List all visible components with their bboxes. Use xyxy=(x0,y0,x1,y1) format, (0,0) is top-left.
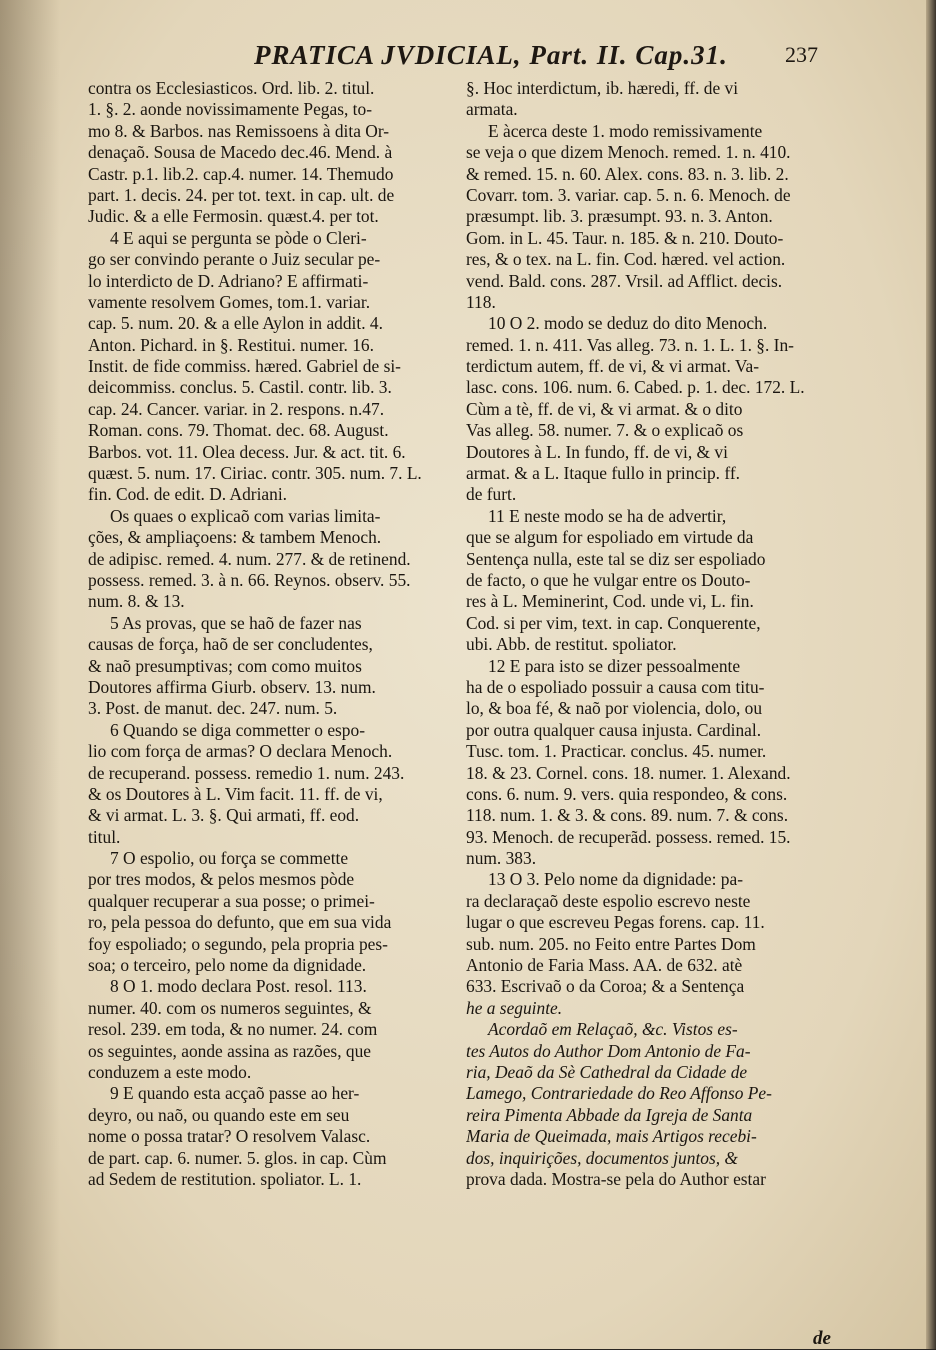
text-line: Barbos. vot. 11. Olea decess. Jur. & act. tit. 6. xyxy=(88,441,406,462)
page-number: 237 xyxy=(785,42,818,67)
text-line: 93. Menoch. de recuperãd. possess. remed. 15. xyxy=(466,826,791,847)
text-line: Vas alleg. 58. numer. 7. & o explicaõ os xyxy=(466,420,744,441)
gutter-shadow xyxy=(0,0,60,1349)
text-line: 5 As provas, que se haõ de fazer nas xyxy=(110,612,362,633)
text-line: 118. num. 1. & 3. & cons. 89. num. 7. & cons. xyxy=(466,805,789,826)
text-line: de adipisc. remed. 4. num. 277. & de retinend. xyxy=(88,548,411,569)
text-line: Antonio de Faria Mass. AA. de 632. atè xyxy=(466,955,743,976)
text-line: & vi armat. L. 3. §. Qui armati, ff. eod. xyxy=(88,805,360,826)
text-line: Os quaes o explicaõ com varias limita- xyxy=(110,505,381,526)
text-line: lio com força de armas? O declara Menoch. xyxy=(88,741,393,762)
text-line: lo interdicto de D. Adriano? E affirmati- xyxy=(88,270,369,291)
text-line: resol. 239. em toda, & no numer. 24. com xyxy=(88,1019,378,1040)
text-line: §. Hoc interdictum, ib. hæredi, ff. de vi xyxy=(466,78,739,98)
text-line: de recuperand. possess. remedio 1. num. 243. xyxy=(88,762,405,783)
text-line: Doutores à L. In fundo, ff. de vi, & vi xyxy=(466,441,728,462)
text-line: ria, Deaõ da Sè Cathedral da Cidade de xyxy=(466,1061,748,1082)
text-line: Gom. in L. 45. Taur. n. 185. & n. 210. Douto- xyxy=(466,227,784,248)
text-line: Tusc. tom. 1. Practicar. conclus. 45. numer. xyxy=(466,741,767,762)
text-line: de part. cap. 6. numer. 5. glos. in cap. Cùm xyxy=(88,1147,387,1168)
text-line: 9 E quando esta acçaõ passe ao her- xyxy=(110,1083,360,1104)
text-line: Anton. Pichard. in §. Restitui. numer. 16. xyxy=(88,334,374,355)
text-line: 633. Escrivaõ o da Coroa; & a Sentença xyxy=(466,976,745,997)
text-line: Lamego, Contrariedade do Reo Affonso Pe- xyxy=(466,1083,772,1104)
text-line: cap. 5. num. 20. & a elle Aylon in addit. 4. xyxy=(88,313,383,334)
text-line: de furt. xyxy=(466,484,517,505)
text-line: deicommiss. conclus. 5. Castil. contr. lib. 3. xyxy=(88,377,392,398)
text-line: go ser convindo perante o Juiz secular pe- xyxy=(88,249,381,270)
text-line: Cod. si per vim, text. in cap. Conquerente, xyxy=(466,612,761,633)
text-line: Judic. & a elle Fermosin. quæst.4. per tot. xyxy=(88,206,379,227)
text-line: & naõ presumptivas; com como muitos xyxy=(88,655,362,676)
text-line: numer. 40. com os numeros seguintes, & xyxy=(88,997,372,1018)
text-line: Roman. cons. 79. Thomat. dec. 68. August. xyxy=(88,420,389,441)
text-line: lugar o que escreveu Pegas forens. cap. 11. xyxy=(466,912,765,933)
text-line: 4 E aqui se pergunta se pòde o Cleri- xyxy=(110,227,367,248)
running-head: PRATICA JVDICIAL, Part. II. Cap.31. xyxy=(254,40,728,70)
text-line: quæst. 5. num. 17. Ciriac. contr. 305. num. 7. L. xyxy=(88,463,422,484)
text-line: mo 8. & Barbos. nas Remissoens à dita Or- xyxy=(88,120,390,141)
text-line: Sentença nulla, este tal se diz ser espoliado xyxy=(466,548,766,569)
text-line: cons. 6. num. 9. vers. quia respondeo, & cons. xyxy=(466,783,788,804)
text-line: Instit. de fide commiss. hæred. Gabriel de si- xyxy=(88,356,401,377)
text-line: 11 E neste modo se ha de advertir, xyxy=(488,505,727,526)
text-line: possess. remed. 3. à n. 66. Reynos. observ. 55. xyxy=(88,569,411,590)
text-line: ubi. Abb. de restitut. spoliator. xyxy=(466,634,677,655)
text-line: he a seguinte. xyxy=(466,997,563,1018)
text-line: causas de força, haõ de ser concludentes, xyxy=(88,634,373,655)
left-column xyxy=(88,78,456,1190)
text-line: de facto, o que he vulgar entre os Douto- xyxy=(466,569,751,590)
text-line: 10 O 2. modo se deduz do dito Menoch. xyxy=(488,313,768,334)
text-line: denaçaõ. Sousa de Macedo dec.46. Mend. à xyxy=(88,142,393,163)
text-line: lo, & boa fé, & naõ por violencia, dolo, ou xyxy=(466,698,763,719)
text-line: Doutores affirma Giurb. observ. 13. num. xyxy=(88,676,376,697)
text-line: cap. 24. Cancer. variar. in 2. respons. n.47. xyxy=(88,398,385,419)
text-line: ro, pela pessoa do defunto, que em sua vida xyxy=(88,912,392,933)
text-line: Covarr. tom. 3. variar. cap. 5. n. 6. Menoch. de xyxy=(466,184,791,205)
text-line: 18. & 23. Cornel. cons. 18. numer. 1. Alexand. xyxy=(466,762,791,783)
catchword: de xyxy=(813,1328,831,1349)
text-line: 118. xyxy=(466,291,496,312)
text-line: armata. xyxy=(466,99,518,120)
text-line: 13 O 3. Pelo nome da dignidade: pa- xyxy=(488,869,744,890)
text-line: 12 E para isto se dizer pessoalmente xyxy=(488,655,741,676)
text-line: 6 Quando se diga commetter o espo- xyxy=(110,719,365,740)
text-line: dos, inquirições, documentos juntos, & xyxy=(466,1147,738,1168)
text-line: præsumpt. lib. 3. præsumpt. 93. n. 3. Anton. xyxy=(466,206,773,227)
text-line: por outra qualquer causa injusta. Cardinal. xyxy=(466,719,762,740)
text-line: vamente resolvem Gomes, tom.1. variar. xyxy=(88,291,371,312)
text-line: nome o possa tratar? O resolvem Valasc. xyxy=(88,1126,371,1147)
text-line: qualquer recuperar a sua posse; o primei- xyxy=(88,890,375,911)
page-header xyxy=(82,40,822,76)
text-line: soa; o terceiro, pelo nome da dignidade. xyxy=(88,955,367,976)
page-edge xyxy=(926,0,936,1349)
text-line: Castr. p.1. lib.2. cap.4. numer. 14. Themudo xyxy=(88,163,394,184)
text-line: vend. Bald. cons. 287. Vrsil. ad Afflict. decis. xyxy=(466,270,783,291)
text-line: Cùm a tè, ff. de vi, & vi armat. & o dito xyxy=(466,398,743,419)
text-line: 7 O espolio, ou força se commette xyxy=(110,848,349,869)
text-line: foy espoliado; o segundo, pela propria pes- xyxy=(88,933,388,954)
text-line: ra declaraçaõ deste espolio escrevo neste xyxy=(466,890,751,911)
text-line: prova dada. Mostra-se pela do Author estar xyxy=(466,1168,766,1189)
text-line: res, & o tex. na L. fin. Cod. hæred. vel action. xyxy=(466,249,786,270)
text-line: E àcerca deste 1. modo remissivamente xyxy=(488,120,763,141)
text-line: contra os Ecclesiasticos. Ord. lib. 2. titul. xyxy=(88,78,375,98)
text-line: remed. 1. n. 411. Vas alleg. 73. n. 1. L. 1. §. In- xyxy=(466,334,794,355)
text-line: & remed. 15. n. 60. Alex. cons. 83. n. 3. lib. 2. xyxy=(466,163,789,184)
text-line: os seguintes, aonde assina as razões, que xyxy=(88,1040,371,1061)
text-line: num. 383. xyxy=(466,848,537,869)
text-line: deyro, ou naõ, ou quando este em seu xyxy=(88,1104,350,1125)
text-line: sub. num. 205. no Feito entre Partes Dom xyxy=(466,933,756,954)
text-line: conduzem a este modo. xyxy=(88,1061,252,1082)
text-line: fin. Cod. de edit. D. Adriani. xyxy=(88,484,287,505)
text-line: terdictum autem, ff. de vi, & vi armat. Va- xyxy=(466,356,759,377)
text-line: se veja o que dizem Menoch. remed. 1. n. 410. xyxy=(466,142,791,163)
text-line: lasc. cons. 106. num. 6. Cabed. p. 1. dec. 172. L. xyxy=(466,377,805,398)
right-column xyxy=(466,78,844,1190)
text-line: tes Autos do Author Dom Antonio de Fa- xyxy=(466,1040,751,1061)
text-line: res à L. Meminerint, Cod. unde vi, L. fin. xyxy=(466,591,754,612)
text-line: num. 8. & 13. xyxy=(88,591,185,612)
text-line: Acordaõ em Relaçaõ, &c. Vistos es- xyxy=(488,1019,738,1040)
text-line: 1. §. 2. aonde novissimamente Pegas, to- xyxy=(88,99,372,120)
text-line: que se algum for espoliado em virtude da xyxy=(466,527,754,548)
text-line: Maria de Queimada, mais Artigos recebi- xyxy=(466,1126,757,1147)
text-line: ad Sedem de restitution. spoliator. L. 1. xyxy=(88,1168,362,1189)
text-line: por tres modos, & pelos mesmos pòde xyxy=(88,869,355,890)
text-line: 8 O 1. modo declara Post. resol. 113. xyxy=(110,976,367,997)
text-line: & os Doutores à L. Vim facit. 11. ff. de vi, xyxy=(88,783,383,804)
text-line: reira Pimenta Abbade da Igreja de Santa xyxy=(466,1104,753,1125)
text-line: 3. Post. de manut. dec. 247. num. 5. xyxy=(88,698,338,719)
text-line: armat. & a L. Itaque fullo in princip. ff. xyxy=(466,463,740,484)
text-line: titul. xyxy=(88,826,121,847)
text-line: part. 1. decis. 24. per tot. text. in cap. ult. de xyxy=(88,184,395,205)
text-line: ções, & ampliaçoens: & tambem Menoch. xyxy=(88,527,382,548)
text-line: ha de o espoliado possuir a causa com titu- xyxy=(466,676,765,697)
